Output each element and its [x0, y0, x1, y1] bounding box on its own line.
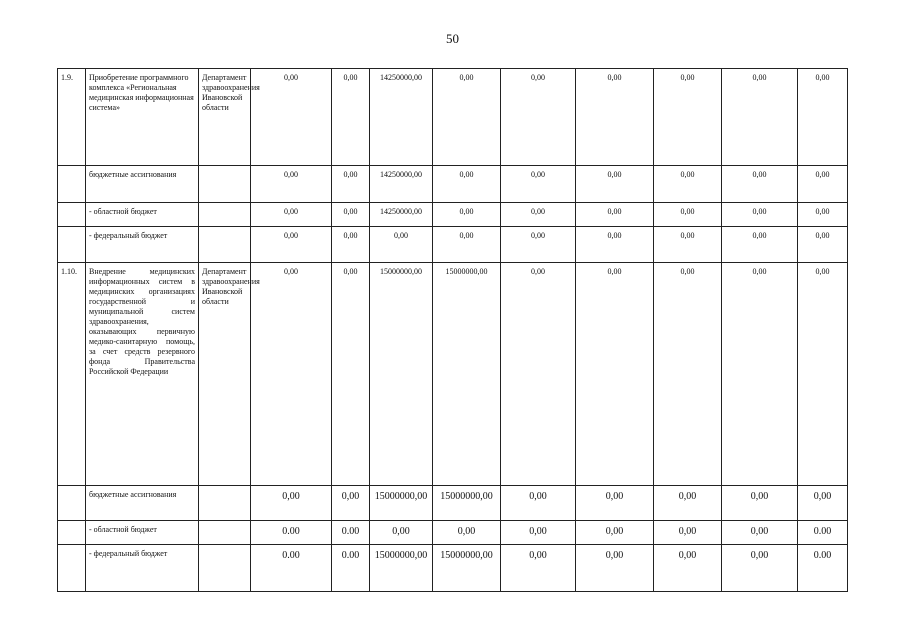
table-row-1-9-regional	[58, 203, 848, 227]
value-cell: 0.00	[332, 521, 370, 545]
value-cell: 0,00	[798, 69, 848, 166]
table-row-1-9-allocations	[58, 166, 848, 203]
empty-cell	[58, 486, 86, 521]
value-cell: 0,00	[722, 69, 798, 166]
value-cell: 0,00	[332, 69, 370, 166]
empty-cell	[58, 545, 86, 592]
value-cell: 0,00	[798, 486, 848, 521]
value-cell: 0,00	[722, 166, 798, 203]
empty-cell	[58, 166, 86, 203]
value-cell: 0,00	[798, 263, 848, 486]
value-cell: 0,00	[501, 545, 576, 592]
empty-cell	[199, 486, 251, 521]
item-name: Внедрение медицинских информационных систем в медицинских организациях государственной и муниципальной систем здравоохранения, оказывающих первичную медико-санитарную помощь, за счет средств резервного фонда Правительства Российской Федерации	[86, 263, 199, 486]
value-cell: 0,00	[433, 166, 501, 203]
value-cell: 0.00	[251, 545, 332, 592]
value-cell: 0,00	[722, 521, 798, 545]
value-cell: 0,00	[654, 263, 722, 486]
value-cell: 0,00	[332, 486, 370, 521]
sub-row-label: - областной бюджет	[86, 203, 199, 227]
value-cell: 0,00	[722, 545, 798, 592]
value-cell: 0,00	[798, 166, 848, 203]
budget-table	[57, 68, 848, 592]
value-cell: 0,00	[654, 227, 722, 263]
value-cell: 0,00	[654, 69, 722, 166]
value-cell: 15000000,00	[370, 486, 433, 521]
table-row-1-9-federal	[58, 227, 848, 263]
value-cell: 0,00	[501, 166, 576, 203]
empty-cell	[199, 545, 251, 592]
value-cell: 0,00	[433, 69, 501, 166]
value-cell: 0,00	[576, 166, 654, 203]
value-cell: 0,00	[251, 263, 332, 486]
sub-row-label: бюджетные ассигнования	[86, 166, 199, 203]
item-executor: Департамент здравоохранения Ивановской области	[199, 263, 251, 486]
value-cell: 0,00	[332, 263, 370, 486]
value-cell: 0,00	[654, 545, 722, 592]
sub-row-label: - федеральный бюджет	[86, 227, 199, 263]
value-cell: 0,00	[332, 166, 370, 203]
value-cell: 0,00	[576, 263, 654, 486]
value-cell: 14250000,00	[370, 203, 433, 227]
value-cell: 0,00	[251, 486, 332, 521]
value-cell: 15000000,00	[433, 486, 501, 521]
value-cell: 0,00	[501, 521, 576, 545]
value-cell: 0,00	[798, 227, 848, 263]
value-cell: 0,00	[722, 486, 798, 521]
sub-row-label: бюджетные ассигнования	[86, 486, 199, 521]
empty-cell	[58, 521, 86, 545]
value-cell: 0,00	[722, 227, 798, 263]
table-row-1-10	[58, 263, 848, 486]
value-cell: 0.00	[798, 521, 848, 545]
page-number: 50	[446, 31, 459, 46]
value-cell: 0,00	[576, 521, 654, 545]
value-cell: 0,00	[654, 203, 722, 227]
value-cell: 0,00	[501, 263, 576, 486]
value-cell: 0,00	[370, 227, 433, 263]
value-cell: 0,00	[251, 227, 332, 263]
value-cell: 0,00	[722, 203, 798, 227]
item-name: Приобретение программного комплекса «Региональная медицинская информационная система»	[86, 69, 199, 166]
value-cell: 15000000,00	[370, 263, 433, 486]
value-cell: 0,00	[433, 203, 501, 227]
value-cell: 0,00	[501, 203, 576, 227]
value-cell: 15000000,00	[433, 545, 501, 592]
value-cell: 0,00	[576, 486, 654, 521]
value-cell: 0,00	[251, 69, 332, 166]
empty-cell	[58, 227, 86, 263]
empty-cell	[199, 521, 251, 545]
value-cell: 0,00	[576, 203, 654, 227]
value-cell: 0,00	[370, 521, 433, 545]
value-cell: 0,00	[501, 227, 576, 263]
value-cell: 14250000,00	[370, 166, 433, 203]
value-cell: 0,00	[251, 203, 332, 227]
value-cell: 0,00	[722, 263, 798, 486]
empty-cell	[199, 227, 251, 263]
table-row-1-9	[58, 69, 848, 166]
value-cell: 15000000,00	[433, 263, 501, 486]
table-row-1-10-allocations	[58, 486, 848, 521]
value-cell: 0,00	[654, 521, 722, 545]
item-executor: Департамент здравоохранения Ивановской области	[199, 69, 251, 166]
value-cell: 0,00	[576, 227, 654, 263]
value-cell: 0,00	[332, 203, 370, 227]
sub-row-label: - областной бюджет	[86, 521, 199, 545]
empty-cell	[58, 203, 86, 227]
value-cell: 0,00	[433, 521, 501, 545]
value-cell: 0,00	[798, 203, 848, 227]
table-row-1-10-regional	[58, 521, 848, 545]
value-cell: 0.00	[798, 545, 848, 592]
empty-cell	[199, 203, 251, 227]
value-cell: 0.00	[332, 545, 370, 592]
item-index: 1.10.	[58, 263, 86, 486]
value-cell: 0,00	[433, 227, 501, 263]
value-cell: 0,00	[251, 166, 332, 203]
value-cell: 0,00	[654, 486, 722, 521]
sub-row-label: - федеральный бюджет	[86, 545, 199, 592]
table-row-1-10-federal	[58, 545, 848, 592]
value-cell: 0.00	[251, 521, 332, 545]
value-cell: 15000000,00	[370, 545, 433, 592]
item-index: 1.9.	[58, 69, 86, 166]
empty-cell	[199, 166, 251, 203]
value-cell: 0,00	[332, 227, 370, 263]
value-cell: 0,00	[501, 486, 576, 521]
value-cell: 0,00	[501, 69, 576, 166]
value-cell: 0,00	[576, 69, 654, 166]
value-cell: 14250000,00	[370, 69, 433, 166]
value-cell: 0,00	[654, 166, 722, 203]
value-cell: 0,00	[576, 545, 654, 592]
